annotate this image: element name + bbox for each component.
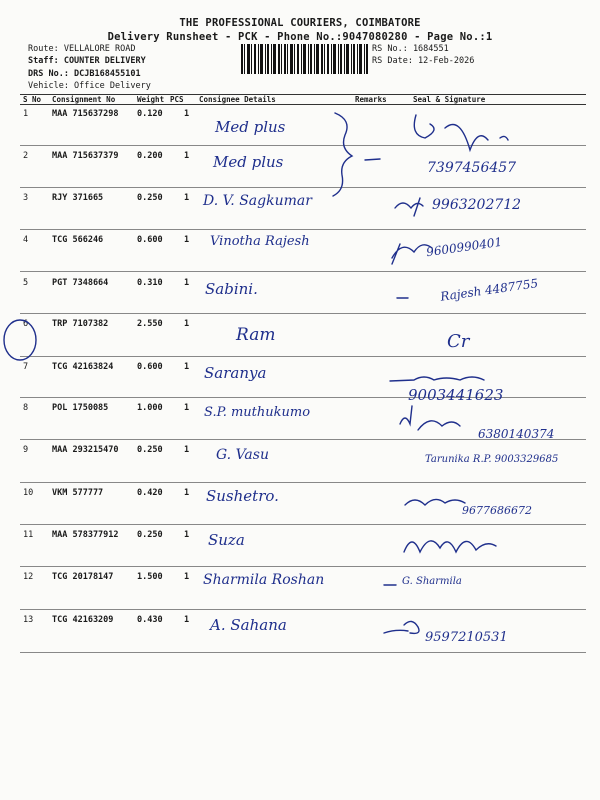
row-weight: 0.600	[137, 235, 163, 245]
row-weight: 0.120	[137, 109, 163, 119]
row-pcs: 1	[184, 319, 190, 329]
row-weight: 0.250	[137, 193, 163, 203]
handwritten-consignee: Vinotha Rajesh	[210, 234, 310, 249]
row-pcs: 1	[184, 445, 190, 455]
handwritten-phone: 9597210531	[425, 630, 508, 645]
handwritten-consignee: G. Vasu	[216, 447, 269, 463]
signature-row8	[400, 406, 460, 430]
row-weight: 0.420	[137, 488, 163, 498]
row-sno: 8	[23, 403, 29, 413]
row-weight: 0.310	[137, 278, 163, 288]
row-consignment: TCG 566246	[52, 235, 104, 245]
handwritten-consignee: Med plus	[215, 118, 286, 136]
row-weight: 0.250	[137, 445, 163, 455]
signature-row1	[414, 115, 508, 150]
handwritten-phone: 6380140374	[478, 427, 555, 441]
col-consignee: Consignee Details	[199, 95, 276, 104]
row-sno: 5	[23, 278, 29, 288]
handwritten-phone: 9677686672	[462, 504, 532, 517]
vehicle-text: Vehicle: Office Delivery	[28, 81, 151, 91]
row-pcs: 1	[184, 530, 190, 540]
handwritten-phone: 7397456457	[427, 160, 517, 176]
col-weight: Weight	[137, 95, 165, 104]
handwritten-consignee: Sabini.	[205, 280, 258, 298]
col-seal: Seal & Signature	[413, 95, 486, 104]
col-remarks: Remarks	[355, 95, 387, 104]
row-weight: 0.430	[137, 615, 163, 625]
signature-row10	[405, 499, 465, 505]
company-title: THE PROFESSIONAL COURIERS, COIMBATORE	[179, 17, 421, 29]
row-sno: 9	[23, 445, 29, 455]
row-sno: 6	[23, 319, 29, 329]
signature-row11	[404, 541, 496, 552]
row-consignment: PGT 7348664	[52, 278, 109, 288]
row-sno: 7	[23, 362, 29, 372]
row-consignment: POL 1750085	[52, 403, 109, 413]
row-consignment: TCG 20178147	[52, 572, 114, 582]
signature-row3	[395, 198, 423, 216]
row-pcs: 1	[184, 572, 190, 582]
row-consignment: MAA 293215470	[52, 445, 119, 455]
signature-row13	[384, 621, 419, 633]
handwritten-signature: G. Sharmila	[402, 576, 462, 587]
row-weight: 0.200	[137, 151, 163, 161]
row-sno: 10	[23, 488, 34, 498]
col-consignment: Consignment No	[52, 95, 116, 104]
handwritten-phone: 9963202712	[432, 197, 522, 213]
rs-date: RS Date: 12-Feb-2026	[372, 56, 475, 66]
row-pcs: 1	[184, 488, 190, 498]
row-pcs: 1	[184, 109, 190, 119]
handwritten-consignee: Suza	[208, 531, 245, 549]
handwritten-phone: 9600990401	[425, 234, 503, 260]
row-weight: 0.600	[137, 362, 163, 372]
row6-circle	[4, 320, 36, 360]
row-consignment: TRP 7107382	[52, 319, 109, 329]
handwritten-signature: Tarunika R.P. 9003329685	[425, 454, 559, 465]
col-pcs: PCS	[170, 95, 184, 104]
row-weight: 1.500	[137, 572, 163, 582]
row-pcs: 1	[184, 235, 190, 245]
row-pcs: 1	[184, 615, 190, 625]
row-sno: 11	[23, 530, 34, 540]
row-sno: 13	[23, 615, 34, 625]
row-consignment: TCG 42163824	[52, 362, 114, 372]
row-weight: 2.550	[137, 319, 163, 329]
handwritten-consignee: A. Sahana	[210, 616, 287, 634]
row-consignment: MAA 715637379	[52, 151, 119, 161]
row-consignment: MAA 578377912	[52, 530, 119, 540]
route-text: Route: VELLALORE ROAD	[28, 44, 136, 54]
staff-text: Staff: COUNTER DELIVERY	[28, 56, 146, 66]
row-pcs: 1	[184, 193, 190, 203]
row-pcs: 1	[184, 151, 190, 161]
row-consignment: MAA 715637298	[52, 109, 119, 119]
handwritten-phone: 9003441623	[408, 386, 504, 404]
row-sno: 12	[23, 572, 34, 582]
handwritten-signature: Cr	[447, 331, 470, 352]
runsheet-subtitle: Delivery Runsheet - PCK - Phone No.:9047080280 - Page No.:1	[107, 31, 493, 43]
handwritten-consignee: Sharmila Roshan	[203, 572, 325, 588]
handwritten-consignee: D. V. Sagkumar	[203, 193, 312, 209]
row-consignment: RJY 371665	[52, 193, 104, 203]
row-pcs: 1	[184, 403, 190, 413]
row-sno: 4	[23, 235, 29, 245]
row-pcs: 1	[184, 278, 190, 288]
row-consignment: VKM 577777	[52, 488, 104, 498]
row-weight: 1.000	[137, 403, 163, 413]
col-sno: S No	[23, 95, 42, 104]
row-consignment: TCG 42163209	[52, 615, 114, 625]
signature-row4	[392, 244, 432, 264]
row-sno: 1	[23, 109, 29, 119]
handwritten-consignee: Med plus	[213, 153, 284, 171]
brace-mark	[333, 113, 352, 196]
handwritten-signature: Rajesh 4487755	[439, 276, 539, 304]
remark-dash	[365, 159, 380, 160]
handwritten-consignee: Saranya	[204, 364, 267, 382]
rs-number: RS No.: 1684551	[372, 44, 449, 54]
handwritten-consignee: Ram	[236, 325, 276, 345]
row-weight: 0.250	[137, 530, 163, 540]
handwritten-consignee: Sushetro.	[206, 487, 279, 505]
signature-row7-scribble	[390, 377, 484, 381]
handwritten-consignee: S.P. muthukumo	[204, 405, 311, 420]
row-sno: 2	[23, 151, 29, 161]
drs-text: DRS No.: DCJB168455101	[28, 69, 141, 79]
row-sno: 3	[23, 193, 29, 203]
row-pcs: 1	[184, 362, 190, 372]
